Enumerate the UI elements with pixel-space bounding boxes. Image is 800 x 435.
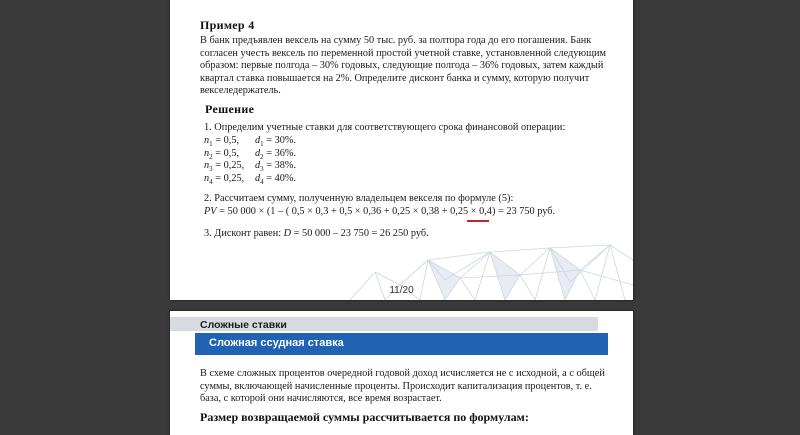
rate-row: $d_2 = 36\%$.: [255, 147, 297, 161]
page-number: 11/20: [389, 285, 414, 296]
rate-row: $n_4 = 0,25$,: [204, 172, 245, 186]
problem-line: векселедержатель.: [200, 85, 281, 97]
document-page: [170, 0, 633, 300]
formula-line: PV = 50 000 × (1 – ( 0,5 × 0,3 + 0,5 × 0,36 + 0,25 × 0,38 + 0,25 × 0,4) = 23 750 руб.: [204, 206, 556, 217]
problem-line: квартал ставка повышается на 2%. Определите дисконт банка и сумму, которую получит: [200, 72, 590, 84]
paragraph-line: база, с которой они начисляются, все время возрастает.: [200, 393, 442, 405]
rate-row: $d_1 = 30\%$.: [255, 135, 297, 149]
paragraph-line: суммы, включающей начисленные проценты. Происходит капитализация процентов, т. е.: [200, 380, 592, 392]
rate-row: $n_1 = 0,5$,: [204, 135, 240, 149]
formula-heading: Размер возвращаемой суммы рассчитывается по формулам:: [200, 410, 529, 424]
step-2: 2. Рассчитаем сумму, полученную владельцем векселя по формуле (5):: [204, 193, 514, 204]
solution-title: Решение: [205, 102, 255, 116]
paragraph-line: В схеме сложных процентов очередной годовой доход исчисляется не с исходной, а с общей: [200, 368, 605, 379]
step-1: 1. Определим учетные ставки для соответствующего срока финансовой операции:: [204, 122, 566, 133]
subsection-title: Сложная ссудная ставка: [209, 337, 344, 349]
problem-line: В банк предъявлен вексель на сумму 50 тыс. руб. за полтора года до его погашения. Банк: [200, 35, 592, 46]
highlight-underline: [467, 220, 489, 222]
problem-line: образом: первые полгода – 30% годовых, следующие полгода – 36% годовых, затем каждый: [200, 60, 604, 72]
rate-row: $d_3 = 38\%$.: [255, 160, 297, 174]
rate-row: $d_4 = 40\%$.: [255, 172, 297, 186]
rate-row: $n_2 = 0,5$,: [204, 147, 240, 161]
document-page: [170, 311, 633, 435]
example-title: Пример 4: [200, 18, 255, 32]
step-3: 3. Дисконт равен: D = 50 000 – 23 750 = 26 250 руб.: [204, 228, 429, 239]
problem-line: согласен учесть вексель по переменной простой учетной ставке, установленной следующим: [200, 47, 607, 59]
section-title: Сложные ставки: [200, 319, 287, 331]
rate-row: $n_3 = 0,25$,: [204, 160, 245, 174]
